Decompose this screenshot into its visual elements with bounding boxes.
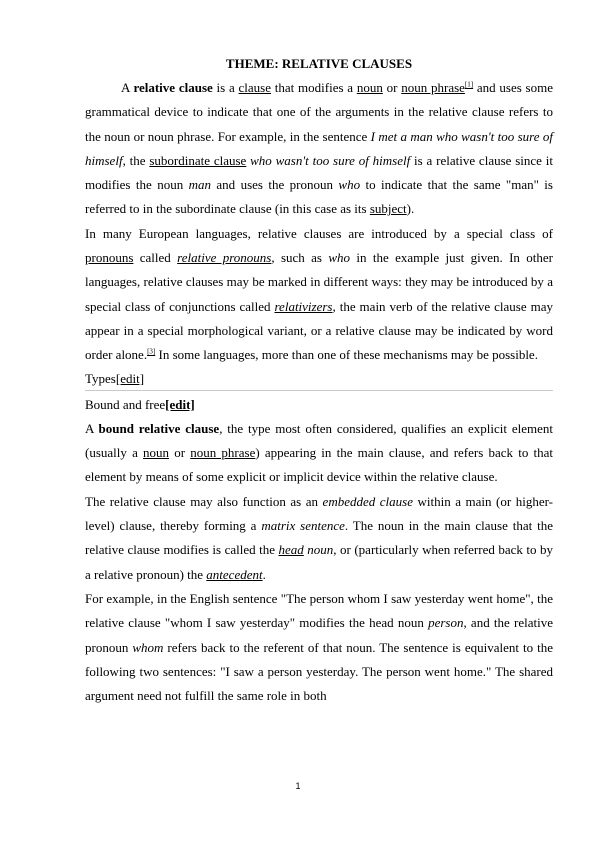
example-clause: who wasn't too sure of himself — [250, 152, 411, 168]
word-man: man — [188, 177, 211, 193]
paragraph-european-languages: In many European languages, relative clauses are introduced by a special class of pronouns called relative pronouns, such as who in the example just given. In other languages, relative clauses may be marked in different ways: they may be introduced by a special class of conjunctions called relativizers, the main verb of the relative clause may appear in a special morphological variant, or a relative clause may be indicated by word order alone.[3] In some languages, more than one of these mechanisms may be possible. — [85, 225, 553, 363]
link-noun[interactable]: noun — [143, 445, 170, 461]
footnote-ref-1[interactable]: [1] — [464, 80, 474, 89]
paragraph-example: For example, in the English sentence "The person whom I saw yesterday went home", the relative clause "whom I saw yesterday" modifies the head noun person, and the relative pronoun whom refers back to the referent of that noun. The sentence is equivalent to the following two sentences: "I saw a person yesterday. The person went home." The shared argument need not fulfill the same role in both — [85, 590, 553, 704]
link-subordinate-clause[interactable]: subordinate clause — [149, 152, 247, 168]
link-pronouns[interactable]: pronouns — [85, 250, 134, 266]
document-page — [85, 52, 553, 708]
link-noun-phrase[interactable]: noun phrase — [401, 80, 465, 95]
page-title: THEME: RELATIVE CLAUSES — [225, 56, 413, 71]
section-heading-types: Types[edit] — [85, 368, 553, 391]
example-sentence: I met a man who wasn't too sure of himself — [85, 128, 553, 168]
edit-link-types[interactable]: [edit] — [115, 370, 145, 386]
term-bound-relative-clause: bound relative clause — [98, 420, 220, 436]
paragraph-bound-relative-clause: A bound relative clause, the type most often considered, qualifies an explicit element (usually a noun or noun phrase) appearing in the main clause, and refers back to that element by means of some explicit or implicit device within the relative clause. — [85, 420, 553, 485]
term-matrix-sentence: matrix sentence — [261, 518, 345, 534]
link-subject[interactable]: subject — [369, 201, 407, 217]
paragraph-definition: A relative clause is a clause that modifies a noun or noun phrase[1] and uses some grammatical device to indicate that one of the arguments in the relative clause refers to the noun or noun phrase. For example, in the sentence I met a man who wasn't too sure of himself, the subordinate clause who wasn't too sure of himself is a relative clause since it modifies the noun man and uses the pronoun who to indicate that the same "man" is referred to in the subordinate clause (in this case as its subject). — [85, 80, 553, 217]
word-noun: noun — [307, 542, 334, 558]
link-relative-pronouns[interactable]: relative pronouns — [177, 250, 272, 266]
link-relativizers[interactable]: relativizers — [274, 298, 333, 314]
word-who: who — [338, 177, 361, 193]
term-embedded-clause: embedded clause — [322, 493, 413, 509]
link-antecedent[interactable]: antecedent — [206, 566, 263, 582]
page-number: 1 — [295, 781, 301, 791]
link-clause[interactable]: clause — [238, 80, 272, 95]
link-head[interactable]: head — [278, 542, 304, 558]
link-noun-phrase[interactable]: noun phrase — [190, 445, 256, 461]
word-person: person — [428, 615, 464, 631]
link-noun[interactable]: noun — [356, 80, 383, 95]
edit-link-bound-free[interactable]: [edit] — [165, 396, 195, 412]
term-relative-clause: relative clause — [133, 80, 213, 95]
word-whom: whom — [132, 639, 164, 655]
subsection-heading-bound-free: Bound and free[edit] — [85, 396, 195, 412]
paragraph-embedded-clause: The relative clause may also function as an embedded clause within a main (or higher-level) clause, thereby forming a matrix sentence. The noun in the main clause that the relative clause modifies is called the head noun, or (particularly when referred back to by a relative pronoun) the antecedent. — [85, 493, 553, 582]
footnote-ref-3[interactable]: [3] — [147, 347, 156, 356]
word-who: who — [328, 250, 351, 266]
